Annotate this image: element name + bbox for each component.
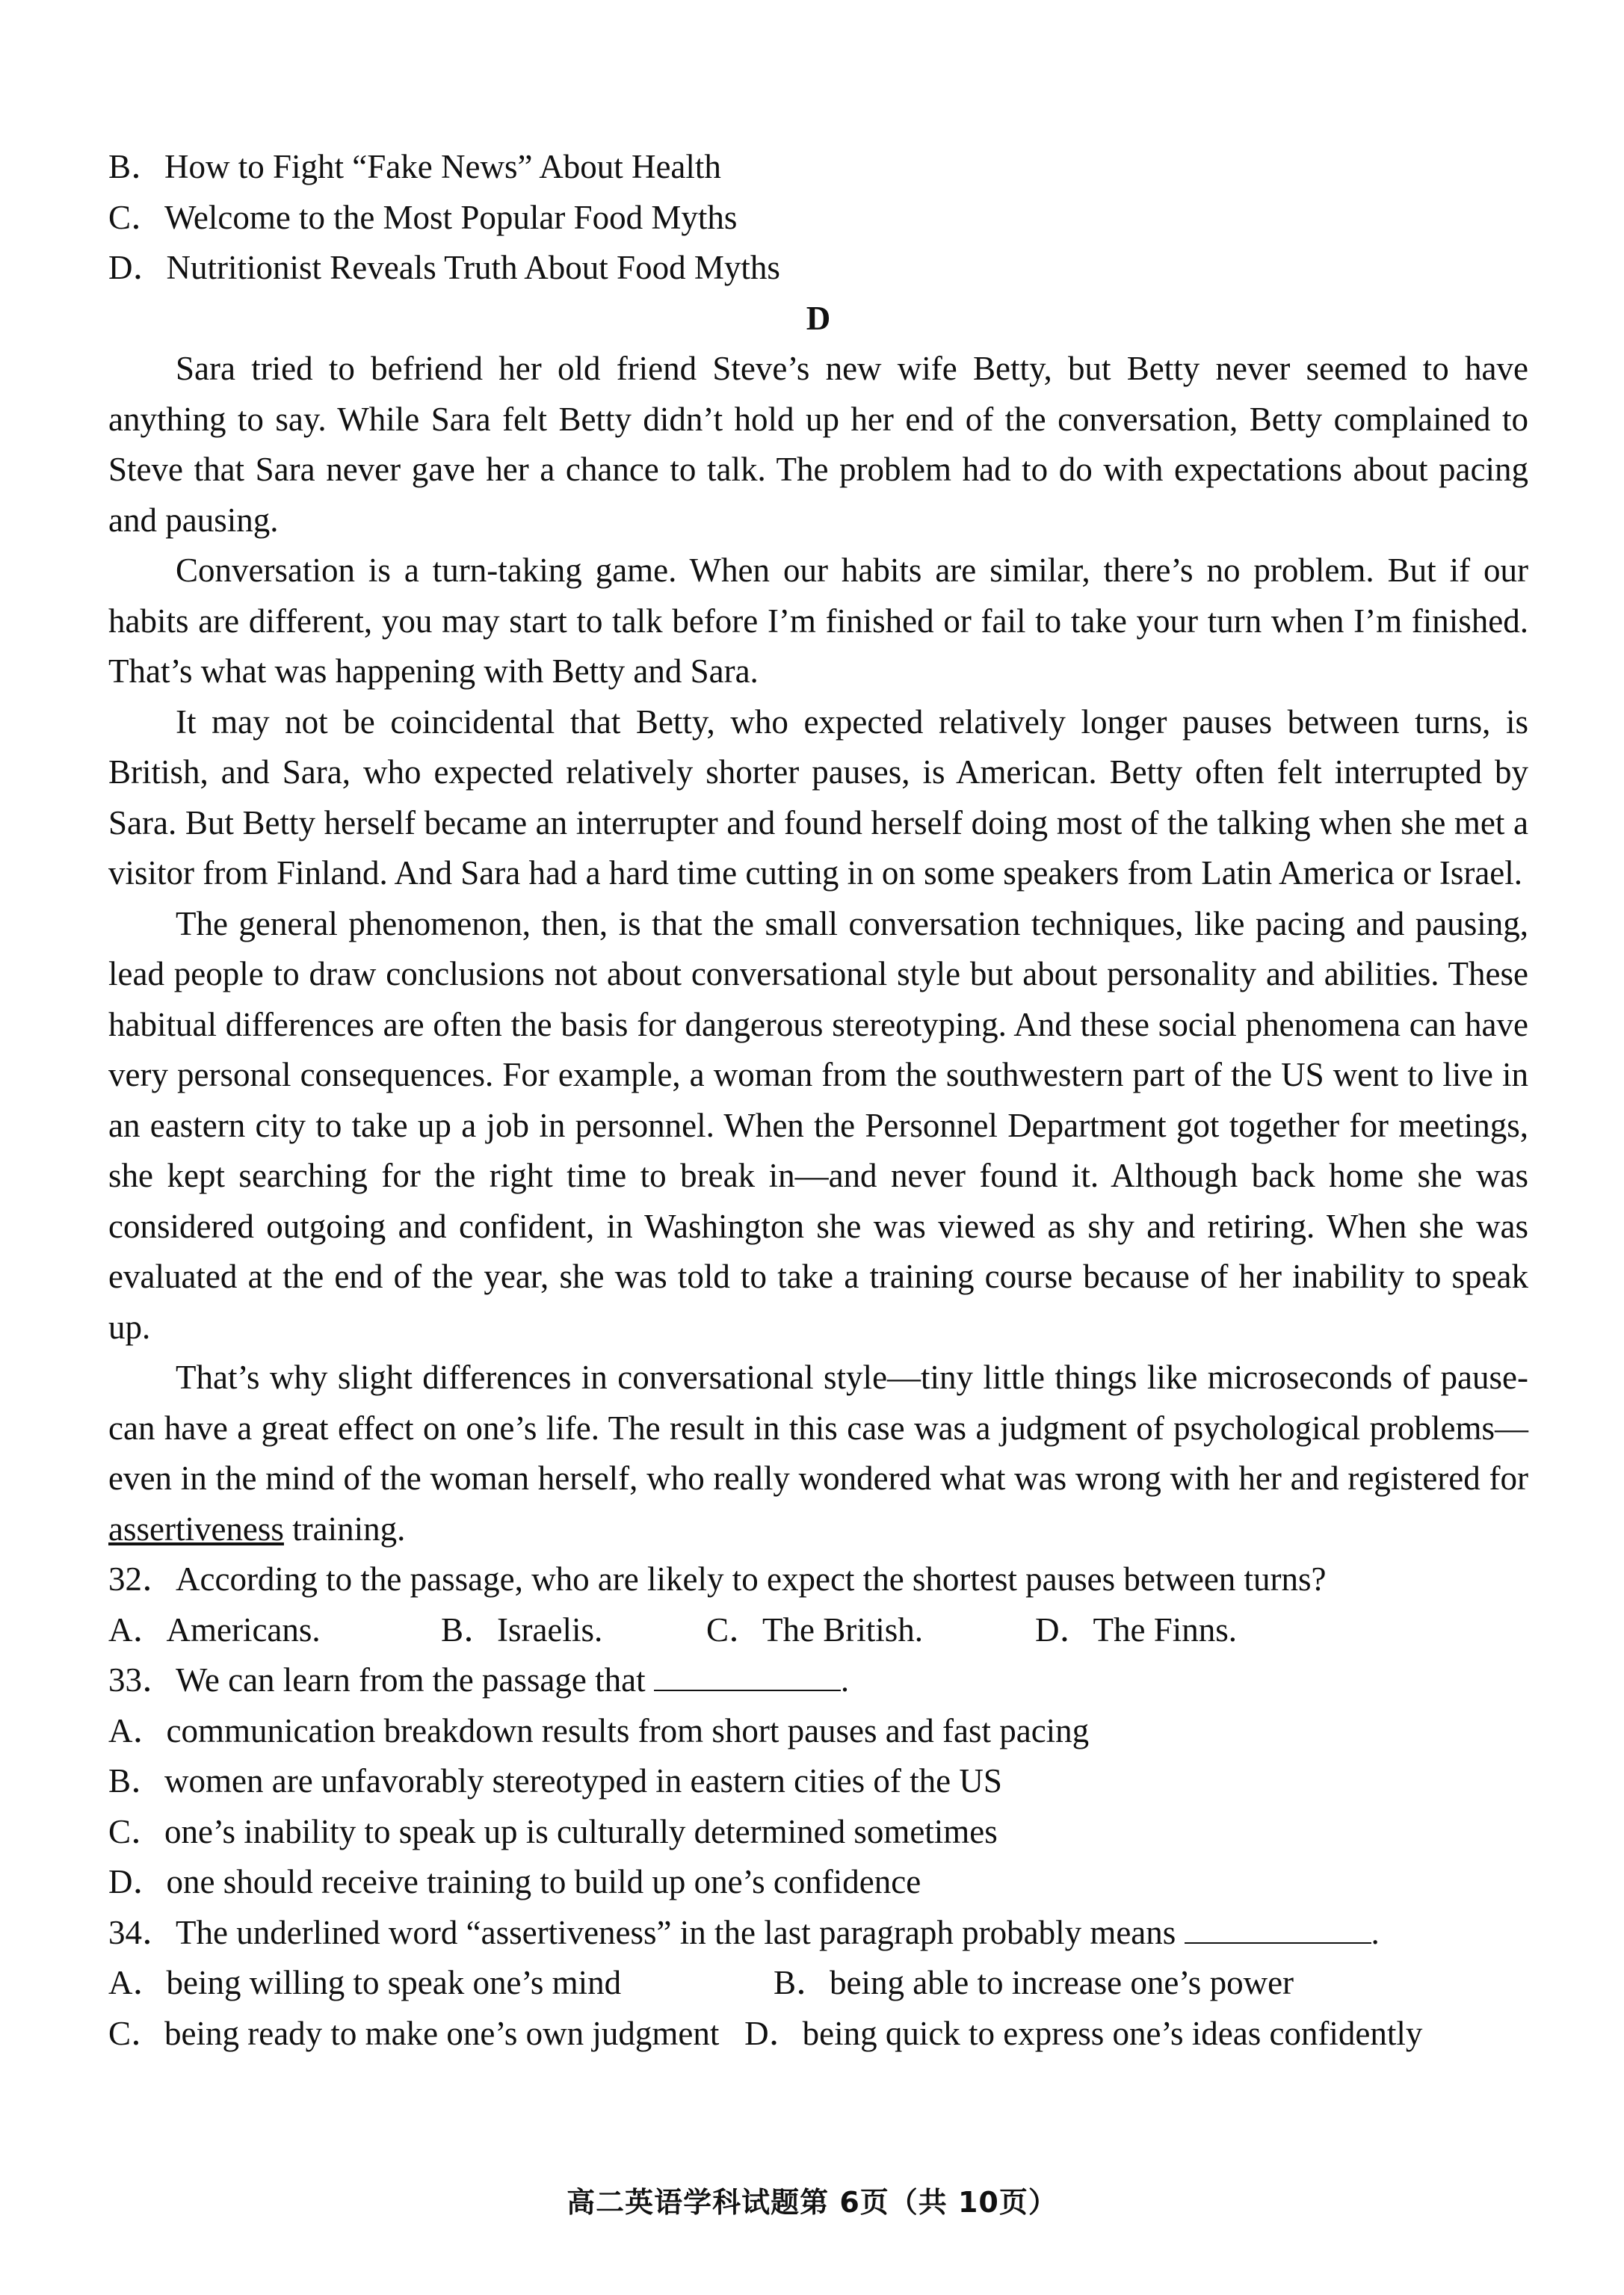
section-heading: D: [806, 299, 831, 337]
q34-options-row-1: [108, 1958, 1528, 2009]
q34-stem-period: .: [1371, 1913, 1380, 1951]
q34-answer-blank: [1185, 1908, 1371, 1944]
q32-option-a: A．Americans.: [108, 1610, 321, 1649]
question-32-options: [108, 1605, 1528, 1656]
q33-option-b: B．women are unfavorably stereotyped in eastern cities of the US: [108, 1762, 1002, 1800]
q32-option-c: C．The British.: [706, 1610, 923, 1649]
passage-paragraph-5: [108, 1353, 1528, 1554]
q33-option-a: A．communication breakdown results from short pauses and fast pacing: [108, 1711, 1090, 1749]
question-33-stem: [108, 1655, 1528, 1706]
passage-paragraph-2: Conversation is a turn-taking game. When our habits are similar, there’s no problem. But if our habits are different, you may start to talk before I’m finished or fail to take your turn when I’m finished. That’s what was happening with Betty and Sara.: [108, 552, 1528, 690]
q34-option-a: A．being willing to speak one’s mind: [108, 1964, 622, 2001]
prev-option-b: B．How to Fight “Fake News” About Health: [108, 148, 721, 185]
q33-option-c: C．one’s inability to speak up is culturally determined sometimes: [108, 1812, 998, 1850]
question-34-stem: [108, 1908, 1528, 1959]
q34-option-c: C．being ready to make one’s own judgment: [108, 2014, 720, 2052]
q32-option-d: D．The Finns.: [1035, 1610, 1238, 1649]
prev-option-d: D．Nutritionist Reveals Truth About Food Myths: [108, 249, 780, 286]
page-footer: 高二英语学科试题第 6页（共 10页）: [566, 2186, 1058, 2219]
prev-option-c: C．Welcome to the Most Popular Food Myths: [108, 198, 738, 236]
question-32-stem: 32．According to the passage, who are likely to expect the shortest pauses between turns?: [108, 1560, 1327, 1598]
page-content: [108, 142, 1528, 2059]
q33-stem-text: 33．We can learn from the passage that: [108, 1661, 646, 1699]
q33-option-d: D．one should receive training to build up one’s confidence: [108, 1863, 921, 1900]
q34-option-d: D．being quick to express one’s ideas confidently: [744, 2014, 1423, 2052]
underlined-word: assertiveness: [108, 1510, 284, 1548]
q33-stem-period: .: [840, 1661, 850, 1699]
passage-paragraph-1: Sara tried to befriend her old friend Steve’s new wife Betty, but Betty never seemed to have anything to say. While Sara felt Betty didn’t hold up her end of the conversation, Betty complained to Steve that Sara never gave her a chance to talk. The problem had to do with expectations about pacing and pausing.: [108, 350, 1528, 539]
q34-option-b: B．being able to increase one’s power: [774, 1964, 1294, 2001]
q33-answer-blank: [654, 1655, 841, 1691]
paragraph-5-text-start: That’s why slight differences in conversational style—tiny little things like microseconds of pause-can have a great effect on one’s life. The result in this case was a judgment of psychological problems—even in the mind of the woman herself, who really wondered what was wrong with her and registered for: [108, 1359, 1528, 1497]
q34-stem-text: 34．The underlined word “assertiveness” in the last paragraph probably means: [108, 1913, 1176, 1951]
paragraph-5-text-end: training.: [283, 1510, 406, 1548]
passage-paragraph-4: The general phenomenon, then, is that the small conversation techniques, like pacing and pausing, lead people to draw conclusions not about conversational style but about personality and abilities. These habitual differences are often the basis for dangerous stereotyping. And these social phenomena can have very personal consequences. For example, a woman from the southwestern part of the US went to live in an eastern city to take up a job in personnel. When the Personnel Department got together for meetings, she kept searching for the right time to break in—and never found it. Although back home she was considered outgoing and confident, in Washington she was viewed as shy and retiring. When she was evaluated at the end of the year, she was told to take a training course because of her inability to speak up.: [108, 904, 1528, 1346]
passage-paragraph-3: It may not be coincidental that Betty, who expected relatively longer pauses between turns, is British, and Sara, who expected relatively shorter pauses, is American. Betty often felt interrupted by Sara. But Betty herself became an interrupter and found herself doing most of the talking when she met a visitor from Finland. And Sara had a hard time cutting in on some speakers from Latin America or Israel.: [108, 702, 1528, 892]
q32-option-b: B．Israelis.: [441, 1610, 603, 1649]
q34-options-row-2: [108, 2009, 1461, 2060]
